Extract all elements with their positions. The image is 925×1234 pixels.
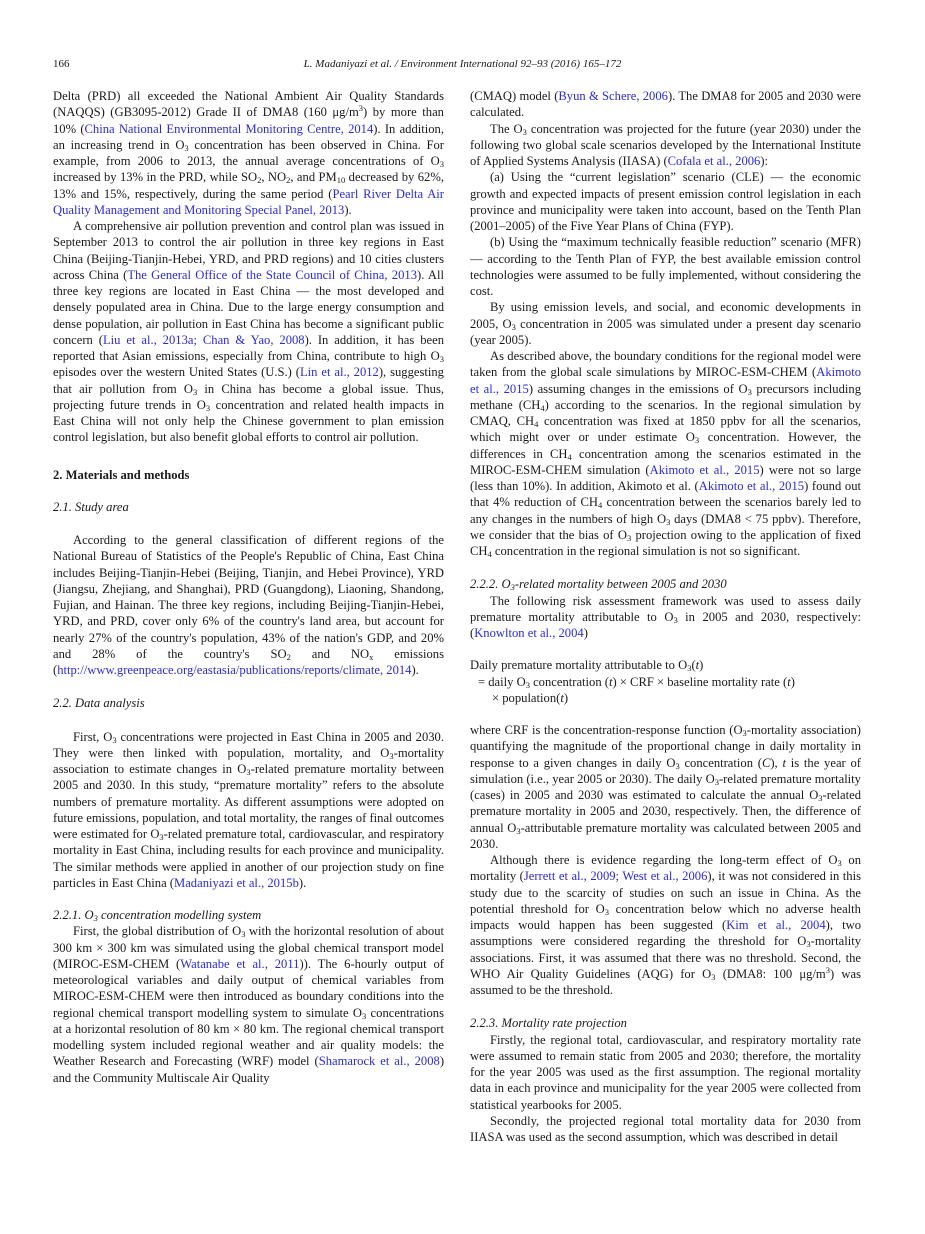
paragraph: First, the global distribution of $O_3$ with the horizontal resolution of about 300 km × 300 km was simulated using the global chemical transport model (MIROC-ESM-CHEM (Watanabe et al., 2011)). The 6-hourly output of meteorological variables and daily output of chemical variables from MIROC-ESM-CHEM were then introduced as boundary conditions into the regional chemical transport modelling system to simulate $O_3$ concentrations at a horizontal resolution of 80 km × 80 km. The regional chemical transport modelling system included regional weather and air quality models: the Weather Research and Forecasting (WRF) model (Shamarock et al., 2008) and the Community Multiscale Air Quality [53, 924, 445, 1085]
paragraph: where CRF is the concentration-response function ($O_3$-mortality association) quantifying the magnitude of the proportional change in daily mortality in response to a given changes in daily $O_3$ concentration (C), t is the year of simulation (i.e., year 2005 or 2030). The daily $O_3$-related premature mortality (cases) in 2005 and 2030 was estimated to calculate the annual $O_3$-related premature mortality in 2005 and 2030, respectively. Then, the difference of annual $O_3$-attributable premature mortality was calculated between 2005 and 2030. [470, 723, 862, 851]
citation-link[interactable]: Cofala et al., 2006 [667, 154, 761, 168]
subsubsection-heading: 2.2.1. $O_3$ concentration modelling system [53, 908, 262, 923]
citation-link[interactable]: Knowlton et al., 2004 [474, 626, 584, 640]
paragraph: Although there is evidence regarding the long-term effect of $O_3$ on mortality (Jerrett et al., 2009; West et al., 2006), it was not considered in this study due to the scarcity of studies on such an issue in China. As the potential threshold for $O_3$ concentration below which no adverse health impacts would happen has been suggested (Kim et al., 2004), two assumptions were considered regarding the threshold for $O_3$-mortality associations. First, it was assumed that there was no threshold. Second, the WHO Air Quality Guidelines (AQG) for $O_3$ (DMA8: 100 $\mu g/m^3$) was assumed to be the threshold. [470, 853, 861, 997]
paragraph: A comprehensive air pollution prevention and control plan was issued in September 2013 to control the air pollution in three key regions in East China (Beijing-Tianjin-Hebei, YRD, and PRD regions) and 10 cities clusters across China (The General Office of the State Council of China, 2013). All three key regions are located in East China — the most developed and densely populated area in China. Due to the large energy consumption and dense population, air pollution in East China has become a significant public concern (Liu et al., 2013a; Chan & Yao, 2008). In addition, it has been reported that Asian emissions, especially from China, contribute to high $O_3$ episodes over the western United States (U.S.) (Lin et al., 2012), suggesting that air pollution from $O_3$ in China has become a global issue. Thus, projecting future trends in $O_3$ concentration and related health impacts in East China will not only help the Chinese government to plan emission control legislation, but also benefit global efforts to control air pollution. [53, 219, 445, 445]
citation-link[interactable]: Byun & Schere, 2006 [558, 89, 668, 103]
paragraph: Secondly, the projected regional total mortality data for 2030 from IIASA was used as the second assumption, which was described in detail [470, 1113, 861, 1144]
citation-link[interactable]: Pearl River Delta Air Quality Management and Monitoring Special Panel, 2013 [53, 186, 444, 217]
paragraph: As described above, the boundary conditions for the regional model were taken from the global scale simulations by MIROC-ESM-CHEM (Akimoto et al., 2015) assuming changes in the emissions of $O_3$ precursors including methane $(CH_4)$ according to the scenarios. In the regional simulation by CMAQ, $CH_4$ concentration was fixed at 1850 ppbv for all the scenarios, which might over or under estimate $O_3$ concentration. However, the differences in $CH_4$ concentration among the scenarios estimated in the MIROC-ESM-CHEM simulation (Akimoto et al., 2015) were not so large (less than 10%). In addition, Akimoto et al. (Akimoto et al., 2015) found out that 4% reduction of $CH_4$ concentration between the scenarios barely led to any changes in the numbers of high $O_3$ days (DMA8 < 75 ppbv). Therefore, we consider that the bias of $O_3$ projection owing to the application of fixed $CH_4$ concentration in the regional simulation is not so significant. [470, 349, 862, 559]
subsubsection-heading: 2.2.2. $O_3$-related mortality between 2005 and 2030 [470, 577, 727, 593]
subsection-heading: 2.1. Study area [53, 499, 129, 514]
citation-link[interactable]: Madaniyazi et al., 2015b [174, 875, 299, 890]
running-title: L. Madaniyazi et al. / Environment International 92–93 (2016) 165–172 [303, 58, 622, 70]
page-number: 166 [53, 58, 70, 70]
citation-link[interactable]: Akimoto et al., 2015 [698, 479, 805, 493]
citation-link[interactable]: Akimoto et al., 2015 [649, 462, 760, 477]
left-column [53, 88, 444, 1086]
paragraph: Delta (PRD) all exceeded the National Ambient Air Quality Standards (NAQQS) (GB3095-2012) Grade II of DMA8 (160 $\mu g/m^3$) by more than 10% (China National Environmental Monitoring Centre, 2014). In addition, an increasing trend in $O_3$ concentration has been observed in China. For example, from 2006 to 2013, the annual average concentrations of $O_3$ increased by 13% in the PRD, while $SO_2$, $NO_2$, and $PM_{10}$ decreased by 62%, 13% and 15%, respectively, during the same period (Pearl River Delta Air Quality Management and Monitoring Special Panel, 2013). [53, 89, 445, 217]
section-heading: 2. Materials and methods [53, 467, 190, 482]
citation-link[interactable]: China National Environmental Monitoring Centre, 2014 [84, 121, 374, 136]
subsection-heading: 2.2. Data analysis [53, 696, 145, 711]
citation-link[interactable]: Jerrett et al., 2009; West et al., 2006 [523, 869, 708, 884]
citation-link[interactable]: Watanabe et al., 2011 [180, 956, 300, 971]
paragraph: The following risk assessment framework was used to assess daily premature mortality attributable to $O_3$ in 2005 and 2030, respectively: (Knowlton et al., 2004) [470, 593, 861, 640]
citation-link[interactable]: Lin et al., 2012 [299, 365, 379, 380]
citation-link[interactable]: Kim et al., 2004 [726, 918, 826, 932]
paragraph: Firstly, the regional total, cardiovascular, and respiratory mortality rate were assumed to remain static from 2005 and 2030; therefore, the mortality for the year 2005 was used as the first assumption. The regional mortality data in each province and municipality for the year 2005 were collected from statistical yearbooks for 2005. [470, 1032, 861, 1112]
citation-link[interactable]: Shamarock et al., 2008 [318, 1054, 440, 1069]
paragraph: According to the general classification of different regions of the National Bureau of Statistics of the People's Republic of China, East China includes Beijing-Tianjin-Hebei (Beijing, Tianjin, and Hebei Province), YRD (Jiangsu, Zhejiang, and Shanghai), PRD (Guangdong), Liaoning, Shandong, Fujian, and Hainan. The three key regions, including Beijing-Tianjin-Hebei, YRD, and PRD, cover only 6% of the country's land area, but account for nearly 27% of the country's population, 43% of the nation's GDP, and 20% and 28% of the country's $SO_2$ and $NO_x$ emissions (http://www.greenpeace.org/eastasia/publications/reports/climate, 2014). [53, 533, 444, 677]
citation-link[interactable]: http://www.greenpeace.org/eastasia/publications/reports/climate, 2014 [57, 663, 412, 677]
citation-link[interactable]: Liu et al., 2013a; Chan & Yao, 2008 [102, 332, 305, 347]
right-column [470, 88, 861, 1145]
paragraph: The $O_3$ concentration was projected for the future (year 2030) under the following two global scale scenarios developed by the International Institute of Applied Systems Analysis (IIASA) (Cofala et al., 2006): [470, 121, 862, 168]
paragraph: By using emission levels, and social, and economic developments in 2005, $O_3$ concentration in 2005 was simulated under a present day scenario (year 2005). [470, 300, 861, 347]
subsubsection-heading: 2.2.3. Mortality rate projection [470, 1016, 627, 1031]
paragraph: First, $O_3$ concentrations were projected in East China in 2005 and 2030. They were then linked with population, mortality, and $O_3$-mortality association to estimate changes in $O_3$-related premature mortality between 2005 and 2030. In this study, “premature mortality” refers to the absolute numbers of premature mortality. As different assumptions were adopted on future emissions, population, and total mortality, the ranges of final outcomes were estimated for $O_3$-related premature total, cardiovascular, and respiratory mortality in East China, including results for each province and municipality. The similar methods were applied in another of our projection study on fine particles in East China (Madaniyazi et al., 2015b). [53, 729, 445, 890]
paragraph: (a) Using the “current legislation” scenario (CLE) — the economic growth and expected impacts of present emission control legislation in each province and municipality were taken into account, based on the Tenth Plan (2001–2005) of the Five Year Plans of China (FYP). [470, 170, 861, 233]
citation-link[interactable]: Akimoto et al., 2015 [470, 365, 861, 396]
paragraph: (b) Using the “maximum technically feasible reduction” scenario (MFR) — according to the Tenth Plan of FYP, the best available emission control technologies were assumed to be fully implemented, without considering the cost. [470, 235, 861, 298]
paragraph: (CMAQ) model (Byun & Schere, 2006). The DMA8 for 2005 and 2030 were calculated. [470, 89, 861, 120]
equation: Daily premature mortality attributable to $O_3(t)$ = daily $O_3$ concentration (t) × CRF × baseline mortality rate (t) × population(t) [470, 658, 795, 705]
citation-link[interactable]: The General Office of the State Council of China, 2013 [127, 267, 417, 282]
